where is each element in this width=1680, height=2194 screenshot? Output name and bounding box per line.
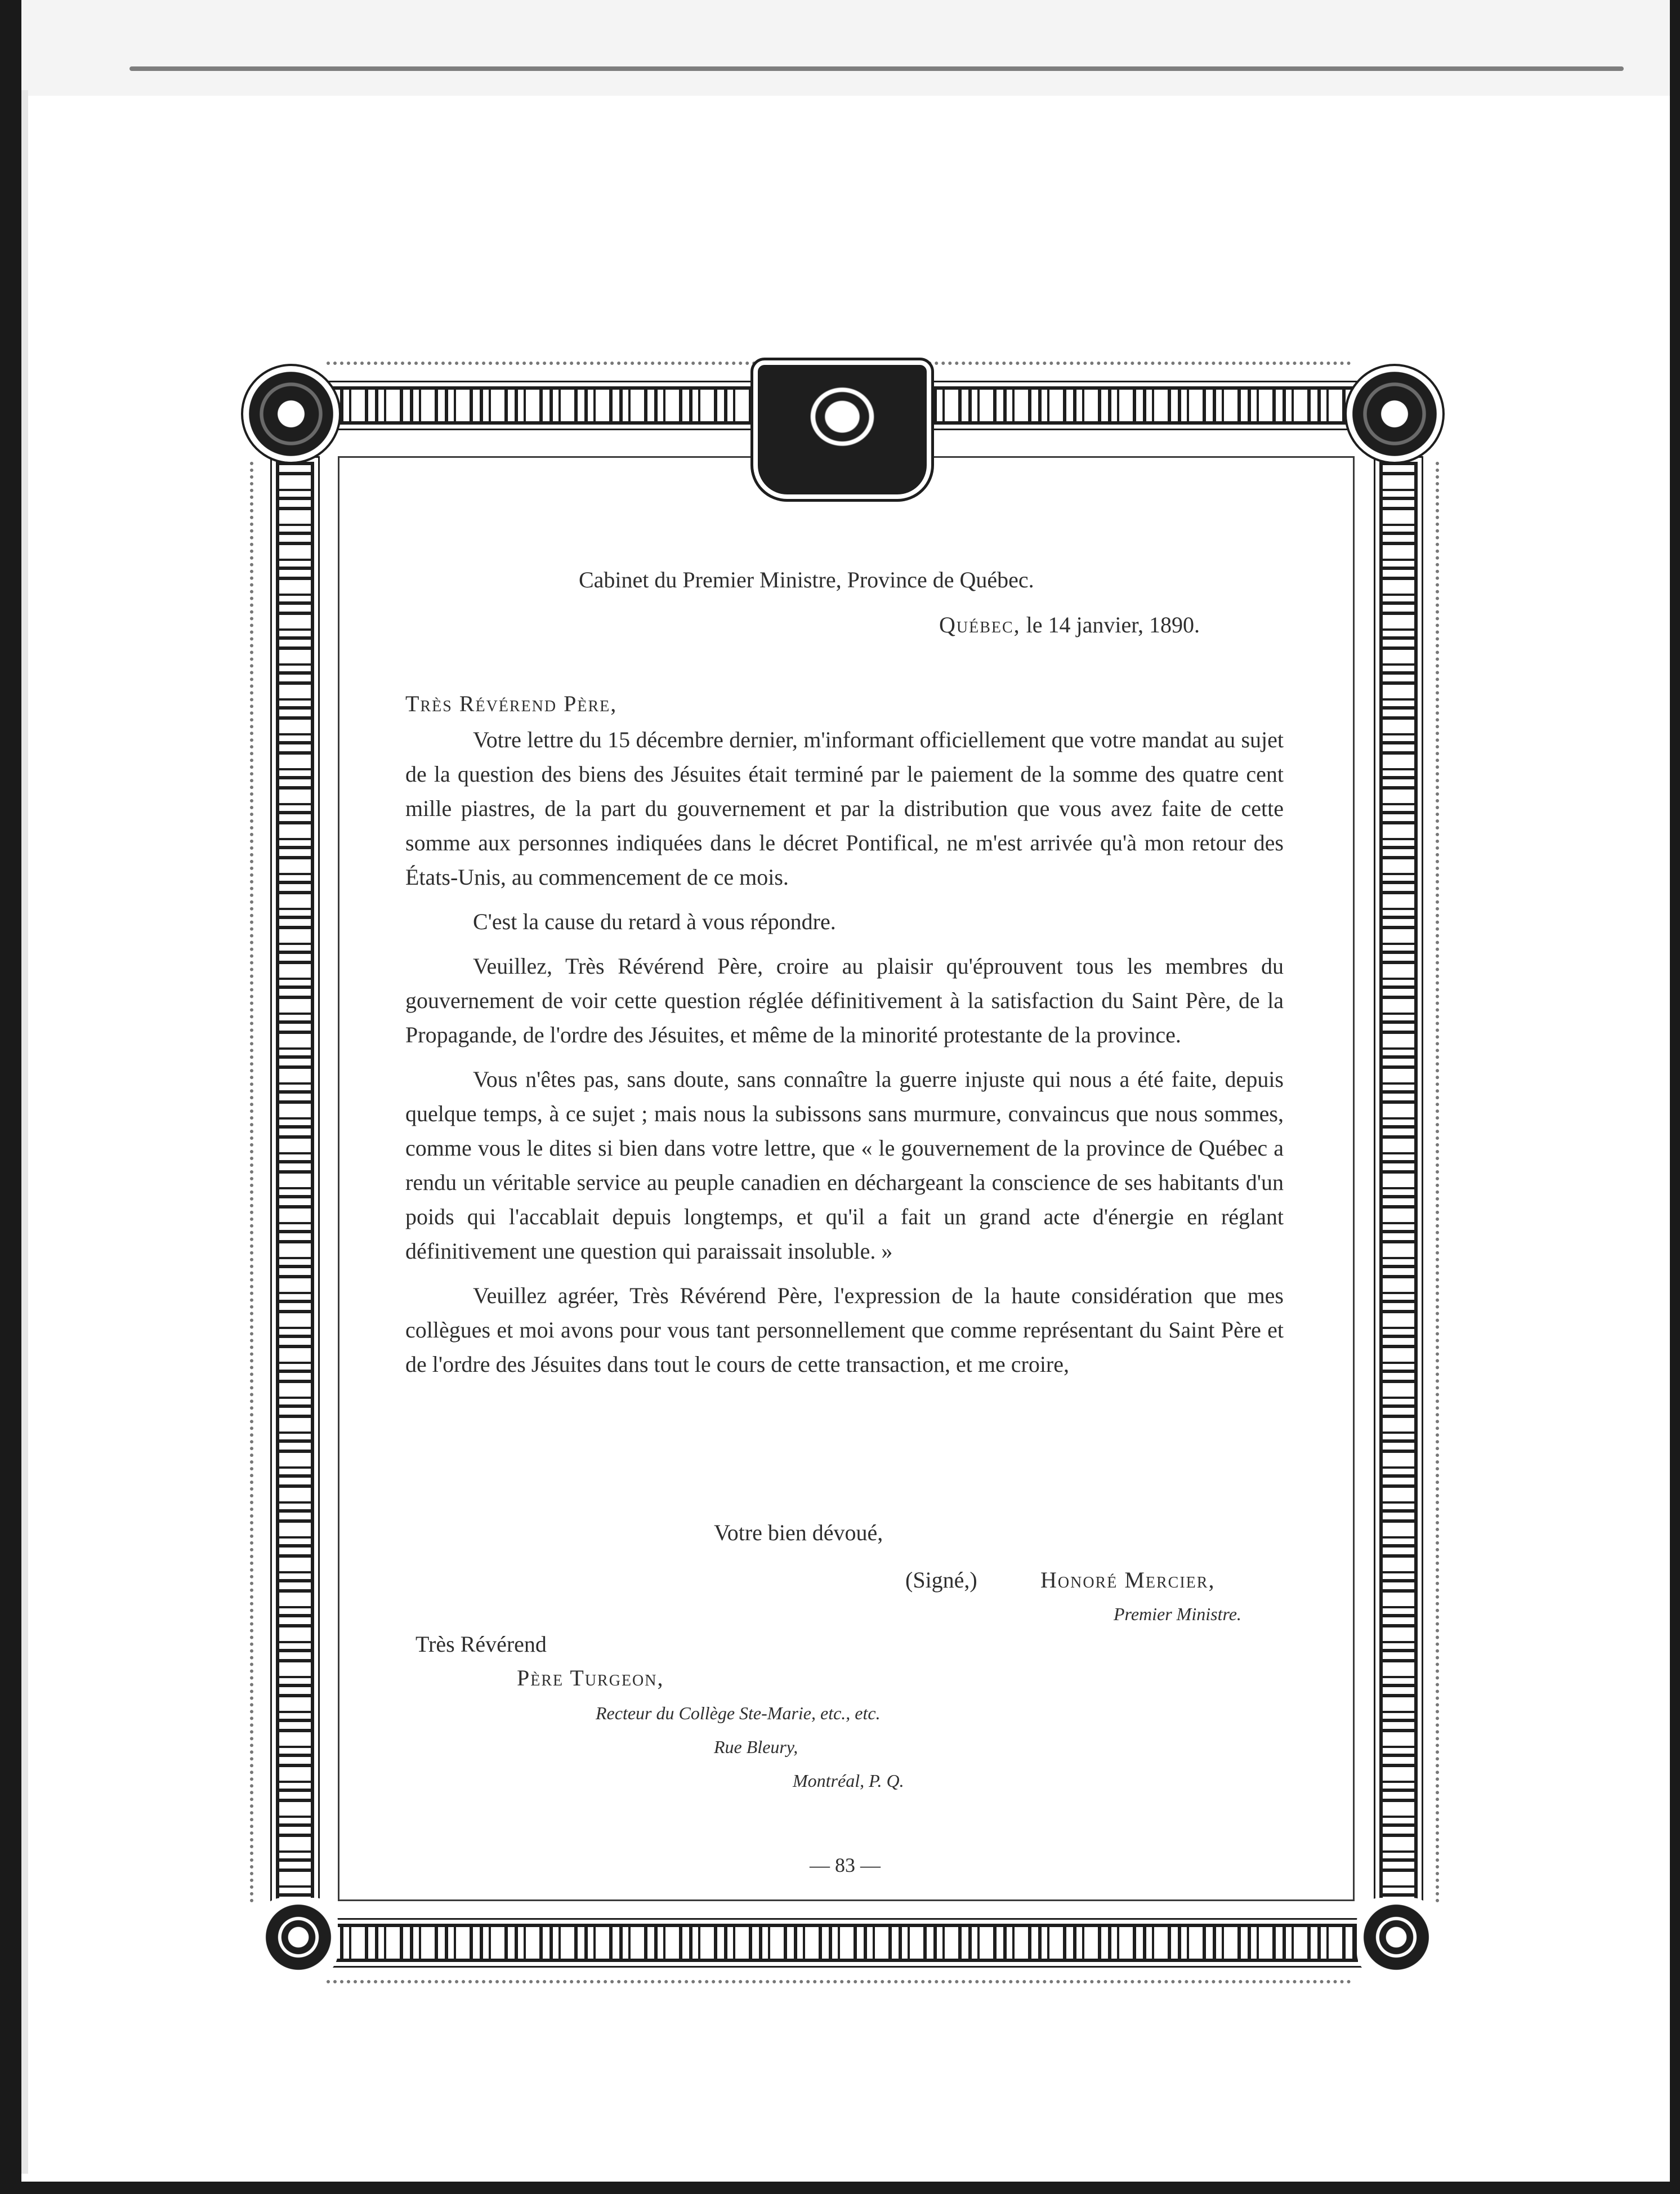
frame-dotted-rule-left — [250, 462, 253, 1903]
paragraph-1: Votre lettre du 15 décembre dernier, m'informant officiellement que votre mandat au sujet de la question des biens des Jésuites était terminé par le paiement de la somme des quatre cent mille piastres, de la part du gouvernement et par la distribution que vous avez faite de cette somme aux personnes indiquées dans le décret Pontifical, ne m'est arrivée qu'à mon retour des États-Unis, au commencement de ce mois. — [405, 727, 1284, 890]
dateline-place: Québec, — [939, 612, 1021, 637]
frame-dotted-rule-bottom — [327, 1980, 1351, 1983]
signed-marker: (Signé,) — [905, 1567, 977, 1593]
closing: Votre bien dévoué, — [714, 1520, 883, 1545]
paragraph-5: Veuillez agréer, Très Révérend Père, l'expression de la haute considération que mes collègues et moi avons pour vous tant personnellement que comme représentant du Saint Père et de l'ordre des Jésuites dans tout le cours de cette transaction, et me croire, — [405, 1283, 1284, 1377]
paragraph-4: Vous n'êtes pas, sans doute, sans connaître la guerre injuste qui nous a été faite, depuis quelque temps, à ce sujet ; mais nous la subissons sans murmure, convaincus que nous sommes, comme vous le dites si bien dans votre lettre, que « le gouvernement de la province de Québec a rendu un véritable service au peuple canadien en déchargeant la conscience de ses habitants d'un poids qui l'accablait depuis longtemps, et qu'il a fait un grand acte d'énergie en réglant définitivement une question qui paraissait insoluble. » — [405, 1067, 1284, 1264]
scan-top-margin — [0, 0, 1680, 96]
letterhead: Cabinet du Premier Ministre, Province de Québec. — [579, 567, 1034, 592]
addressee-line-2: Père Turgeon, — [517, 1665, 664, 1691]
greek-key-band-left — [276, 462, 314, 1910]
page-number: — 83 — — [810, 1854, 881, 1876]
frame-dotted-rule-right — [1436, 462, 1439, 1903]
madonna-cherubs-vignette-icon — [753, 360, 931, 499]
bottom-right-corner-ornament-icon — [1357, 1898, 1436, 1977]
coat-of-arms-medallion-icon — [249, 372, 333, 456]
salutation: Très Révérend Père, — [405, 691, 618, 716]
page-edge — [21, 90, 28, 2174]
paragraph-2: C'est la cause du retard à vous répondre. — [473, 909, 836, 934]
scan-bottom-edge — [0, 2182, 1680, 2194]
addressee-line-4: Rue Bleury, — [714, 1737, 798, 1757]
paragraph-3: Veuillez, Très Révérend Père, croire au plaisir qu'éprouvent tous les membres du gouvernement de voir cette question réglée définitivement à la satisfaction du Saint Père, de la Propagande, de l'ordre des Jésuites, et même de la minorité protestante de la province. — [405, 953, 1284, 1047]
scan-left-edge — [0, 0, 21, 2194]
bottom-left-corner-ornament-icon — [259, 1898, 338, 1977]
figure-medallion-icon — [1352, 372, 1437, 456]
addressee-line-5: Montréal, P. Q. — [793, 1771, 904, 1791]
signatory-name: Honoré Mercier, — [1040, 1567, 1216, 1593]
addressee-line-1: Très Révérend — [415, 1631, 547, 1657]
greek-key-band-bottom — [327, 1924, 1358, 1962]
scan-right-edge — [1670, 0, 1680, 2194]
letter-body — [405, 723, 1284, 1381]
dateline — [939, 608, 1200, 642]
greek-key-band-right — [1379, 462, 1418, 1910]
signatory-title: Premier Ministre. — [1114, 1604, 1241, 1624]
addressee-line-3: Recteur du Collège Ste-Marie, etc., etc. — [596, 1703, 881, 1723]
dateline-date: le 14 janvier, 1890. — [1026, 612, 1200, 637]
